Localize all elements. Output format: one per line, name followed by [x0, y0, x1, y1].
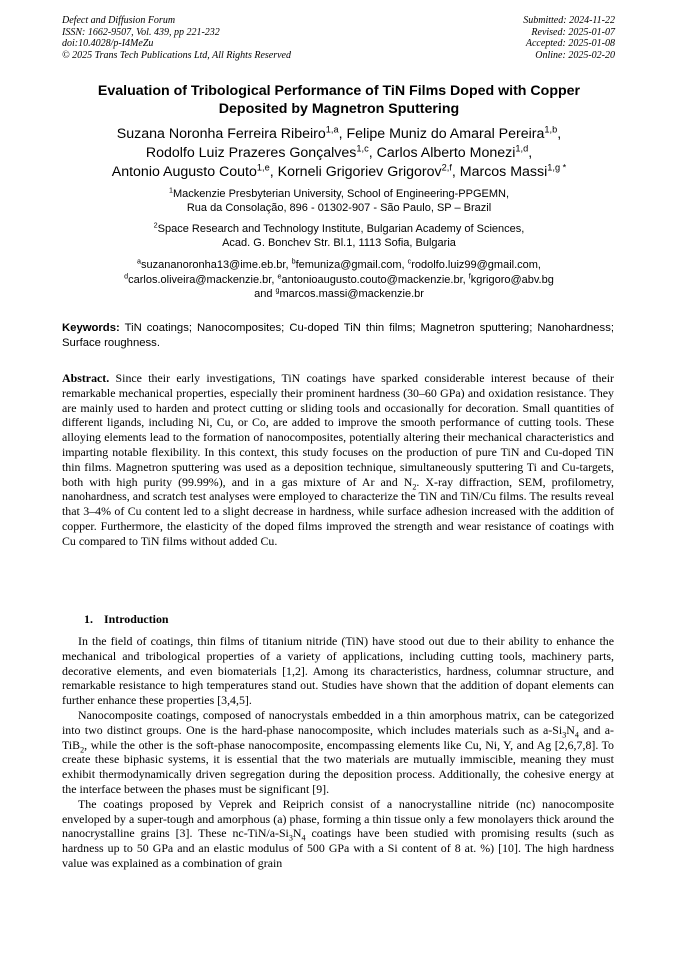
author-separator: , [451, 164, 460, 180]
author-affil-mark: 1,e [256, 162, 270, 173]
author-name: Marcos Massi [459, 164, 548, 180]
abstract [62, 371, 614, 549]
affiliation-2 [62, 222, 616, 250]
paragraph-text: The coatings proposed by Veprek and Reiprich consist of a nanocrystalline nitride (nc) nanocomposite enveloped by a super-tough and amorphous (a) phase, forming a thin tissue only a few monolayers thick around the nanocrystalline grains [3]. These nc-TiN/a-Si [62, 796, 614, 841]
issn: ISSN: 1662-9507, Vol. 439, pp 221-232 [62, 26, 220, 38]
author-separator: , [528, 145, 533, 161]
doi: doi:10.4028/p-I4MeZu [62, 38, 154, 49]
paragraph-text: and a-TiB [62, 722, 614, 752]
author-affil-mark: 1,g * [547, 162, 567, 173]
email-link[interactable]: rodolfo.luiz99@gmail.com, [411, 259, 541, 271]
abstract-label: Abstract. [62, 371, 110, 385]
author-name: Carlos Alberto Monezi [376, 145, 516, 161]
title-line-2: Deposited by Magnetron Sputtering [218, 101, 460, 117]
revised-date: Revised: 2025-01-07 [531, 26, 615, 38]
subscript: 4 [301, 833, 306, 843]
subscript: 3 [288, 833, 293, 843]
author-name: Suzana Noronha Ferreira Ribeiro [116, 126, 326, 142]
author-affil-mark: 1,b [544, 124, 558, 135]
paper-title [62, 82, 616, 118]
abstract-text: Since their early investigations, TiN coatings have sparked considerable interest because of their remarkable mechanical properties, especially their prominent hardness (30–60 GPa) and oxidation resistance. They are mainly used to harden and protect cutting or sliding tools and occasionally for decoration. Small quantities of different ligands, including Ni, Cu, or Co, are added to improve the smooth performance of cutting tools. These alloying elements lead to the formation of nanocomposites, potentially altering their mechanical characteristics and imparting notable flexibility. In this context, this study focuses on the production of pure TiN and Cu-doped TiN thin films. Magnetron sputtering was used as a deposition technique, simultaneously sputtering Ti and Cu-targets, both with high purity (99.99%), and in a gas mixture of Ar and N [62, 371, 614, 489]
keywords [62, 321, 614, 350]
email-link[interactable]: carlos.oliveira@mackenzie.br, [128, 273, 278, 286]
author-affil-mark: 1,d [515, 143, 529, 154]
author-emails [62, 258, 616, 302]
introduction-body [62, 634, 614, 871]
author-separator: , [368, 145, 377, 161]
email-mark: a [137, 257, 141, 266]
author-separator: , [269, 164, 278, 180]
subscript: 2 [80, 744, 85, 754]
paragraph-text: , while the other is the soft-phase nanocomposite, encompassing elements like Cu, Ni, Y, and Ag [2,6,7,8]. To create these biphasic systems, it is essential that the two materials are mutually immiscible, meaning they must exhibit thermodynamically driven segregation during the deposition process. Additionally, the cohesive energy at the interface between the phases must be significant [9]. [62, 737, 614, 796]
author-name: Rodolfo Luiz Prazeres Gonçalves [145, 145, 357, 161]
paragraph-text: N [566, 722, 575, 737]
affiliation-line: Rua da Consolação, 896 - 01302-907 - São Paulo, SP – Brazil [186, 202, 492, 214]
subscript: 2 [412, 481, 417, 491]
author-affil-mark: 2,f [441, 162, 452, 173]
keywords-text: TiN coatings; Nanocomposites; Cu-doped TiN thin films; Magnetron sputtering; Nanohardness; Surface roughness. [62, 322, 614, 349]
submitted-date: Submitted: 2024-11-22 [523, 15, 615, 26]
section-title: Introduction [104, 612, 169, 626]
affiliation-line: Acad. G. Bonchev Str. Bl.1, 1113 Sofia, Bulgaria [222, 237, 456, 249]
email-mark: e [277, 271, 282, 280]
email-mark: f [468, 271, 471, 280]
author-name: Korneli Grigoriev Grigorov [277, 164, 442, 180]
journal-header-right [523, 15, 615, 61]
affiliation-1 [62, 187, 616, 215]
affiliation-line: Space Research and Technology Institute, Bulgarian Academy of Sciences, [157, 223, 525, 235]
email-conjunction: and [254, 288, 276, 300]
email-mark: b [291, 257, 296, 266]
affiliation-number: 1 [168, 186, 173, 195]
online-date: Online: 2025-02-20 [535, 49, 615, 61]
author-affil-mark: 1,a [325, 124, 339, 135]
paragraph: In the field of coatings, thin films of titanium nitride (TiN) have stood out due to their ability to enhance the mechanical and tribological properties of a variety of applications, including cutting tools, machinery parts, decorative elements, and even biomaterials [1,2]. Among its characteristics, hardness, columnar structure, and remarkable resistance to high temperatures stand out. Studies have shown that the addition of dopant elements can further enhance these properties [3,4,5]. [62, 634, 614, 708]
section-number: 1. [84, 612, 93, 626]
paragraph-text: N [292, 826, 302, 841]
subscript: 4 [574, 730, 579, 740]
paragraph-text: Nanocomposite coatings, composed of nanocrystals embedded in a thin amorphous matrix, can be categorized into two distinct groups. One is the hard-phase nanocomposite, which includes materials such as a-Si [62, 707, 614, 737]
subscript: 3 [562, 730, 567, 740]
copyright: © 2025 Trans Tech Publications Ltd, All Rights Reserved [62, 49, 291, 61]
author-separator: , [338, 126, 347, 142]
accepted-date: Accepted: 2025-01-08 [525, 38, 615, 49]
affiliation-line: Mackenzie Presbyterian University, School of Engineering-PPGEMN, [172, 188, 510, 200]
email-mark: c [407, 257, 412, 266]
author-name: Antonio Augusto Couto [111, 164, 257, 180]
section-heading [84, 612, 169, 627]
email-link[interactable]: antonioaugusto.couto@mackenzie.br, [281, 273, 469, 286]
paragraph [62, 708, 614, 797]
email-link[interactable]: femuniza@gmail.com, [295, 259, 408, 271]
email-mark: g [275, 286, 280, 295]
email-link[interactable]: suzananoronha13@ime.eb.br, [140, 259, 292, 271]
email-link[interactable]: kgrigoro@abv.bg [470, 273, 554, 286]
title-line-1: Evaluation of Tribological Performance of TiN Films Doped with Copper [97, 83, 581, 99]
author-affil-mark: 1,c [356, 143, 369, 154]
email-link[interactable]: marcos.massi@mackenzie.br [279, 288, 424, 300]
affiliation-number: 2 [153, 221, 158, 230]
paragraph [62, 797, 614, 871]
email-mark: d [124, 271, 129, 280]
author-name: Felipe Muniz do Amaral Pereira [346, 126, 545, 142]
journal-header-left [62, 15, 291, 61]
author-list [62, 125, 616, 182]
journal-name: Defect and Diffusion Forum [62, 15, 176, 26]
abstract-text: . X-ray diffraction, SEM, profilometry, nanohardness, and scratch test analyses were employed to characterize the TiN and TiN/Cu films. The results reveal that 3–4% of Cu content led to a slight decrease in hardness, while surface adhesion increased with the addition of copper. Furthermore, the elasticity of the doped films improved the strength and wear resistance of coatings with Cu compared to TiN films without added Cu. [62, 474, 614, 548]
keywords-label: Keywords: [62, 322, 120, 334]
paragraph-text: coatings have been studied with promising results (such as hardness up to 50 GPa and an elastic modulus of 500 GPa with a Si content of 8 at. %) [10]. The high hardness value was explained as a combination of grain [62, 826, 614, 870]
author-separator: , [557, 126, 562, 142]
